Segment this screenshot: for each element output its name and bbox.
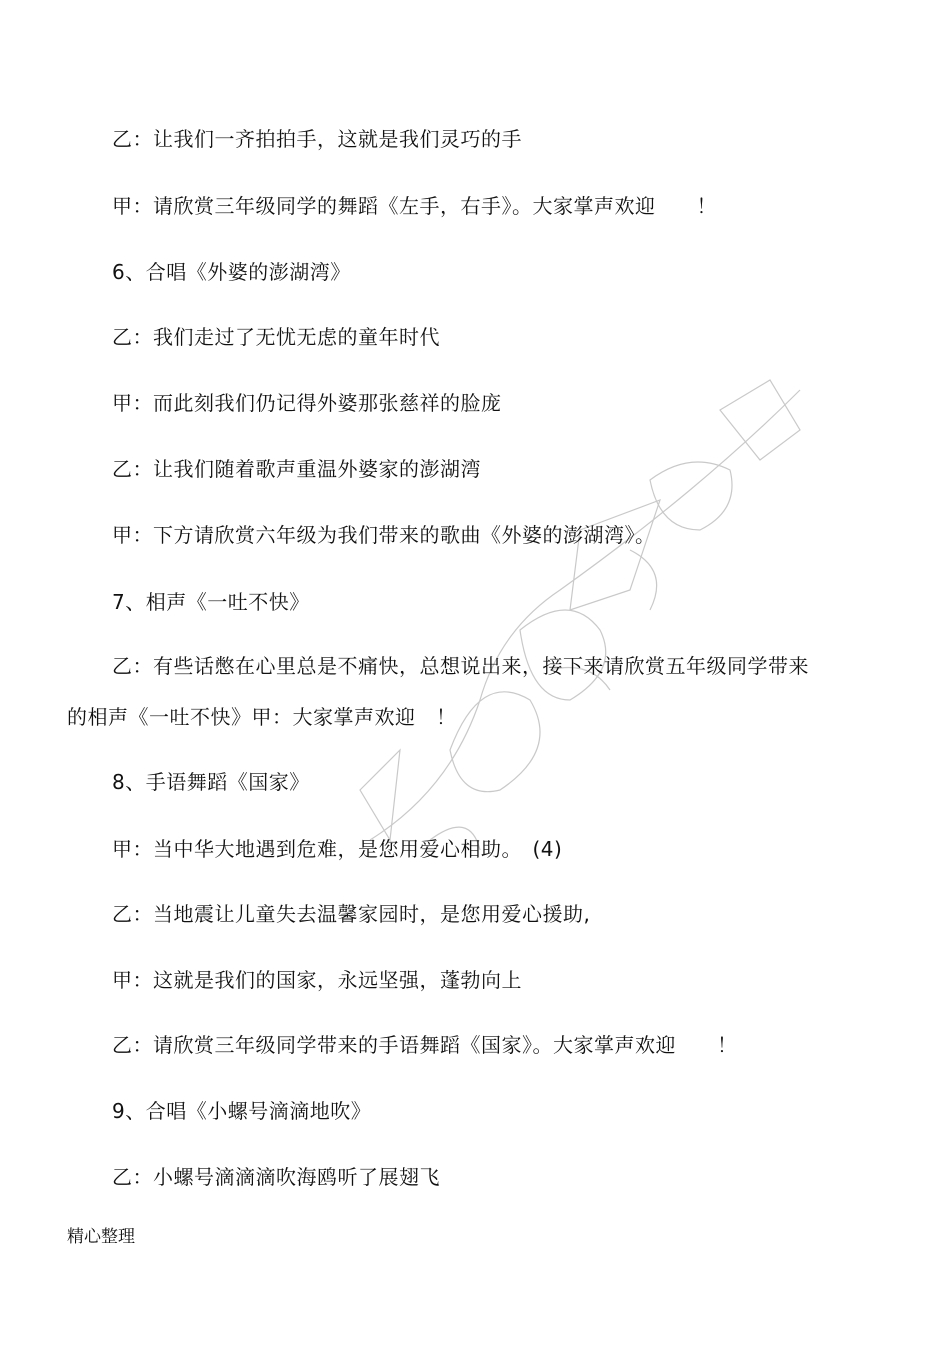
- watermark-stamp: [330, 370, 810, 890]
- program-item-heading: 9、合唱《小螺号滴滴地吹》: [112, 1099, 372, 1123]
- dialogue-line: 甲：这就是我们的国家，永远坚强，蓬勃向上: [112, 968, 522, 992]
- program-item-heading: 8、手语舞蹈《国家》: [112, 770, 310, 794]
- dialogue-line: 乙：小螺号滴滴滴吹海鸥听了展翅飞: [112, 1165, 440, 1189]
- dialogue-line: 乙：有些话憋在心里总是不痛快，总想说出来，接下来请欣赏五年级同学带来: [112, 654, 809, 678]
- dialogue-line-continued: 的相声《一吐不快》甲：大家掌声欢迎 ！: [67, 705, 457, 729]
- dialogue-line: 乙：当地震让儿童失去温馨家园时，是您用爱心援助,: [112, 902, 591, 926]
- dialogue-line: 乙：让我们一齐拍拍手，这就是我们灵巧的手: [112, 127, 522, 151]
- dialogue-line: 乙：让我们随着歌声重温外婆家的澎湖湾: [112, 457, 481, 481]
- dialogue-line: 甲：而此刻我们仍记得外婆那张慈祥的脸庞: [112, 391, 502, 415]
- program-item-heading: 7、相声《一吐不快》: [112, 590, 310, 614]
- dialogue-line: 乙：请欣赏三年级同学带来的手语舞蹈《国家》。大家掌声欢迎 ！: [112, 1033, 738, 1057]
- page-footer: 精心整理: [67, 1227, 135, 1247]
- dialogue-line: 甲：请欣赏三年级同学的舞蹈《左手，右手》。大家掌声欢迎 ！: [112, 194, 717, 218]
- program-item-heading: 6、合唱《外婆的澎湖湾》: [112, 260, 351, 284]
- dialogue-line: 甲：下方请欣赏六年级为我们带来的歌曲《外婆的澎湖湾》。: [112, 523, 656, 547]
- dialogue-line: 甲：当中华大地遇到危难，是您用爱心相助。 (4): [112, 837, 563, 861]
- dialogue-line: 乙：我们走过了无忧无虑的童年时代: [112, 325, 440, 349]
